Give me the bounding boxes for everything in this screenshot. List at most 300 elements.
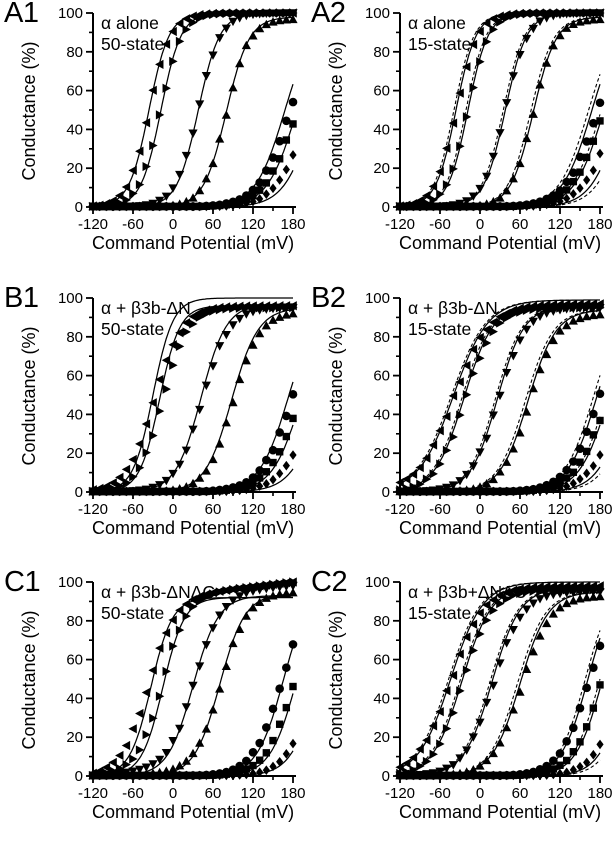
marker-triangle-up [529, 384, 538, 392]
marker-square [276, 155, 283, 162]
annotation-line1: α + β3b+ΔNΔC [408, 582, 527, 602]
y-tick-label: 60 [66, 82, 83, 100]
marker-triangle-up [509, 705, 518, 713]
marker-triangle-down [168, 184, 177, 192]
panel-b1 [0, 282, 308, 569]
marker-triangle-right [470, 646, 478, 655]
panel-label: C1 [4, 566, 41, 598]
marker-triangle-down [549, 591, 558, 599]
marker-square [596, 417, 603, 424]
panel-label: C2 [311, 566, 348, 598]
marker-triangle-right [450, 164, 458, 173]
marker-square [583, 154, 590, 161]
marker-triangle-left [429, 440, 437, 449]
marker-triangle-right [169, 361, 177, 370]
y-axis-label: Conductance (%) [326, 610, 346, 750]
marker-square [269, 459, 276, 466]
marker-triangle-right [163, 385, 171, 394]
marker-circle [562, 737, 571, 746]
annotation-line1: α + β3b-ΔN [101, 298, 191, 318]
marker-triangle-left [122, 465, 130, 474]
marker-triangle-right [463, 390, 471, 399]
marker-diamond [269, 475, 276, 485]
marker-triangle-up [215, 684, 224, 692]
marker-diamond [289, 739, 296, 749]
marker-diamond [276, 469, 283, 479]
marker-triangle-up [195, 186, 204, 194]
marker-circle [269, 704, 278, 713]
marker-triangle-right [476, 629, 484, 638]
marker-triangle-right [136, 180, 144, 189]
x-axis-label: Command Potential (mV) [399, 518, 602, 538]
annotation-line1: α alone [408, 13, 466, 33]
x-tick-label: 120 [240, 785, 266, 802]
marker-triangle-down [168, 737, 177, 745]
x-tick-label: -60 [429, 501, 451, 518]
x-tick-label: 0 [168, 216, 178, 233]
marker-square [289, 120, 296, 127]
y-axis-label: Conductance (%) [326, 326, 346, 466]
x-tick-label: 0 [475, 501, 485, 518]
marker-square [570, 178, 577, 185]
marker-triangle-right [450, 708, 458, 717]
marker-triangle-up [235, 375, 244, 383]
marker-diamond [596, 149, 603, 159]
y-tick-label: 20 [373, 160, 390, 178]
x-tick-label: 180 [587, 501, 613, 518]
x-tick-label: 0 [168, 501, 178, 518]
marker-square [570, 748, 577, 755]
marker-triangle-up [502, 186, 511, 194]
marker-diamond [269, 183, 276, 193]
marker-triangle-right [129, 189, 137, 198]
marker-triangle-up [235, 625, 244, 633]
y-axis-label: Conductance (%) [19, 41, 39, 181]
y-tick-label: 20 [66, 445, 83, 463]
panel-annotation [408, 298, 498, 340]
marker-triangle-up [509, 174, 518, 182]
panel-label: A2 [311, 0, 346, 29]
marker-diamond [276, 757, 283, 767]
marker-triangle-right [163, 667, 171, 676]
x-tick-label: 180 [587, 216, 613, 233]
marker-triangle-left [175, 19, 183, 28]
marker-circle [596, 389, 605, 398]
y-tick-label: 100 [364, 574, 390, 591]
y-tick-label: 40 [66, 121, 83, 139]
marker-triangle-up [242, 356, 251, 364]
y-tick-label: 20 [373, 445, 390, 463]
marker-triangle-right [156, 407, 164, 416]
y-tick-label: 60 [373, 82, 390, 100]
marker-triangle-down [535, 595, 544, 603]
marker-square [576, 168, 583, 175]
marker-triangle-left [135, 709, 143, 718]
marker-square [276, 448, 283, 455]
marker-triangle-down [242, 310, 251, 318]
marker-triangle-left [135, 439, 143, 448]
panel-c2 [307, 566, 615, 853]
marker-square [269, 737, 276, 744]
marker-square [583, 448, 590, 455]
marker-diamond [289, 150, 296, 160]
marker-triangle-left [162, 628, 170, 637]
marker-triangle-up [535, 80, 544, 88]
marker-triangle-up [195, 738, 204, 746]
marker-square [563, 757, 570, 764]
y-tick-label: 40 [373, 121, 390, 139]
marker-triangle-down [188, 426, 197, 434]
marker-diamond [283, 165, 290, 175]
marker-triangle-up [222, 662, 231, 670]
marker-square [576, 738, 583, 745]
marker-circle [289, 640, 298, 649]
x-tick-label: 120 [547, 216, 573, 233]
marker-triangle-down [182, 703, 191, 711]
y-tick-label: 100 [57, 5, 83, 22]
marker-triangle-down [188, 130, 197, 138]
marker-triangle-down [529, 318, 538, 326]
marker-circle [282, 663, 291, 672]
marker-diamond [590, 461, 597, 471]
marker-square [563, 186, 570, 193]
marker-triangle-up [175, 761, 184, 769]
marker-triangle-right [136, 463, 144, 472]
marker-square [583, 723, 590, 730]
marker-circle [556, 749, 565, 758]
marker-square [289, 415, 296, 422]
marker-triangle-up [228, 639, 237, 647]
x-tick-label: -120 [384, 785, 416, 802]
marker-triangle-down [482, 173, 491, 181]
marker-triangle-down [222, 25, 231, 33]
marker-circle [255, 739, 264, 748]
marker-triangle-down [202, 72, 211, 80]
x-tick-label: -60 [122, 216, 144, 233]
marker-triangle-up [202, 174, 211, 182]
marker-triangle-up [502, 457, 511, 465]
panel-b2 [307, 282, 615, 569]
marker-triangle-down [195, 100, 204, 108]
y-tick-label: 40 [373, 406, 390, 424]
marker-square [263, 179, 270, 186]
marker-triangle-left [449, 391, 457, 400]
marker-square [563, 474, 570, 481]
marker-triangle-up [208, 705, 217, 713]
x-tick-label: 180 [587, 785, 613, 802]
marker-triangle-up [248, 31, 257, 39]
marker-triangle-up [202, 466, 211, 474]
marker-diamond [576, 474, 583, 484]
marker-triangle-down [195, 662, 204, 670]
marker-triangle-left [128, 455, 136, 464]
x-tick-label: -120 [77, 216, 109, 233]
x-tick-label: 120 [240, 216, 266, 233]
y-tick-label: 0 [381, 484, 390, 501]
marker-diamond [289, 450, 296, 460]
marker-triangle-right [450, 432, 458, 441]
x-tick-label: 60 [511, 785, 529, 802]
marker-diamond [276, 175, 283, 185]
marker-diamond [570, 189, 577, 199]
marker-square [289, 683, 296, 690]
y-tick-label: 40 [66, 406, 83, 424]
x-tick-label: -60 [122, 501, 144, 518]
marker-triangle-up [549, 41, 558, 49]
marker-square [556, 762, 563, 769]
marker-triangle-down [215, 34, 224, 42]
marker-triangle-down [509, 626, 518, 634]
marker-square [276, 721, 283, 728]
marker-square [256, 187, 263, 194]
marker-triangle-right [443, 180, 451, 189]
marker-triangle-right [463, 666, 471, 675]
marker-triangle-left [128, 724, 136, 733]
marker-circle [262, 723, 271, 732]
x-tick-label: 180 [280, 216, 306, 233]
y-tick-label: 100 [364, 5, 390, 22]
marker-triangle-up [222, 418, 231, 426]
marker-triangle-up [509, 444, 518, 452]
marker-square [576, 459, 583, 466]
x-axis-label: Command Potential (mV) [399, 802, 602, 822]
annotation-line2: 15-state [408, 319, 472, 339]
marker-triangle-down [175, 725, 184, 733]
marker-diamond [283, 461, 290, 471]
marker-circle [582, 684, 591, 693]
marker-circle [289, 98, 298, 107]
marker-square [249, 762, 256, 769]
panel-c1 [0, 566, 308, 853]
marker-triangle-down [208, 51, 217, 59]
annotation-line1: α + β3b-ΔNΔC [101, 582, 216, 602]
y-tick-label: 20 [66, 160, 83, 178]
y-tick-label: 0 [74, 768, 83, 785]
marker-triangle-down [482, 699, 491, 707]
marker-square [256, 757, 263, 764]
panel-a1 [0, 0, 308, 284]
panel-label: A1 [4, 0, 39, 29]
marker-circle [289, 390, 298, 399]
x-tick-label: -60 [429, 216, 451, 233]
marker-triangle-up [208, 159, 217, 167]
y-tick-label: 60 [373, 367, 390, 385]
y-tick-label: 100 [364, 290, 390, 307]
marker-triangle-left [442, 412, 450, 421]
panel-a2 [307, 0, 615, 284]
marker-circle [576, 704, 585, 713]
marker-triangle-left [435, 707, 443, 716]
marker-square [263, 749, 270, 756]
marker-square [596, 681, 603, 688]
x-tick-label: -120 [77, 785, 109, 802]
y-tick-label: 100 [57, 574, 83, 591]
x-tick-label: -60 [429, 785, 451, 802]
marker-triangle-left [422, 736, 430, 745]
marker-circle [275, 684, 284, 693]
marker-triangle-up [555, 31, 564, 39]
y-tick-label: 40 [66, 690, 83, 708]
marker-triangle-left [122, 741, 130, 750]
marker-circle [596, 98, 605, 107]
marker-square [256, 474, 263, 481]
marker-diamond [263, 765, 270, 775]
marker-triangle-down [222, 331, 231, 339]
marker-triangle-up [222, 110, 231, 118]
y-tick-label: 0 [74, 199, 83, 216]
x-tick-label: 0 [475, 785, 485, 802]
x-tick-label: 60 [511, 501, 529, 518]
y-tick-label: 20 [66, 729, 83, 747]
x-tick-label: -60 [122, 785, 144, 802]
x-tick-label: 60 [204, 216, 222, 233]
marker-square [263, 468, 270, 475]
marker-triangle-down [215, 612, 224, 620]
marker-triangle-down [489, 153, 498, 161]
marker-circle [569, 724, 578, 733]
marker-triangle-up [235, 59, 244, 67]
marker-triangle-up [515, 687, 524, 695]
y-tick-label: 0 [74, 484, 83, 501]
marker-triangle-right [149, 431, 157, 440]
y-tick-label: 80 [66, 43, 83, 61]
annotation-line2: 15-state [408, 603, 472, 623]
marker-square [590, 138, 597, 145]
marker-triangle-down [529, 25, 538, 33]
marker-triangle-left [162, 356, 170, 365]
marker-triangle-up [228, 83, 237, 91]
marker-diamond [583, 175, 590, 185]
y-tick-label: 80 [373, 43, 390, 61]
marker-triangle-left [142, 688, 150, 697]
x-tick-label: 0 [475, 216, 485, 233]
marker-circle [596, 642, 605, 651]
x-tick-label: 120 [547, 501, 573, 518]
marker-square [596, 117, 603, 124]
y-tick-label: 80 [373, 328, 390, 346]
marker-triangle-up [515, 428, 524, 436]
marker-triangle-up [535, 365, 544, 373]
marker-diamond [596, 740, 603, 750]
marker-square [269, 167, 276, 174]
y-axis-label: Conductance (%) [326, 41, 346, 181]
marker-triangle-up [202, 724, 211, 732]
marker-triangle-down [182, 152, 191, 160]
marker-triangle-down [202, 641, 211, 649]
marker-circle [589, 663, 598, 672]
marker-triangle-down [208, 624, 217, 632]
annotation-line2: 50-state [101, 34, 165, 54]
x-tick-label: -120 [384, 216, 416, 233]
marker-triangle-right [143, 448, 151, 457]
y-tick-label: 100 [57, 290, 83, 307]
marker-diamond [576, 762, 583, 772]
marker-triangle-down [502, 99, 511, 107]
y-tick-label: 80 [66, 612, 83, 630]
x-tick-label: 180 [280, 501, 306, 518]
marker-diamond [269, 762, 276, 772]
marker-triangle-down [495, 129, 504, 137]
y-tick-label: 60 [373, 651, 390, 669]
marker-triangle-right [169, 642, 177, 651]
marker-triangle-up [522, 665, 531, 673]
marker-diamond [596, 450, 603, 460]
marker-diamond [576, 183, 583, 193]
marker-diamond [583, 469, 590, 479]
marker-diamond [263, 189, 270, 199]
panel-annotation [408, 582, 526, 624]
y-tick-label: 60 [66, 651, 83, 669]
panel-annotation [408, 13, 471, 55]
marker-triangle-left [155, 644, 163, 653]
marker-circle [249, 748, 258, 757]
annotation-line2: 50-state [101, 319, 165, 339]
marker-triangle-right [470, 369, 478, 378]
y-tick-label: 20 [373, 729, 390, 747]
y-tick-label: 80 [373, 612, 390, 630]
x-tick-label: -120 [384, 501, 416, 518]
marker-triangle-up [215, 134, 224, 142]
marker-triangle-right [476, 354, 484, 363]
x-axis-label: Command Potential (mV) [92, 233, 295, 253]
x-tick-label: 60 [204, 785, 222, 802]
marker-diamond [590, 166, 597, 176]
x-tick-label: 120 [547, 785, 573, 802]
marker-triangle-up [188, 749, 197, 757]
marker-triangle-down [469, 462, 478, 470]
marker-triangle-up [562, 321, 571, 329]
marker-triangle-right [456, 411, 464, 420]
x-tick-label: 0 [168, 785, 178, 802]
marker-triangle-up [228, 398, 237, 406]
y-axis-label: Conductance (%) [19, 610, 39, 750]
x-axis-label: Command Potential (mV) [399, 233, 602, 253]
y-tick-label: 0 [381, 768, 390, 785]
x-axis-label: Command Potential (mV) [92, 802, 295, 822]
marker-triangle-up [529, 109, 538, 117]
panel-annotation [101, 298, 191, 340]
marker-triangle-left [155, 60, 163, 69]
marker-triangle-up [288, 588, 297, 596]
marker-square [283, 433, 290, 440]
y-tick-label: 0 [381, 199, 390, 216]
marker-square [283, 704, 290, 711]
marker-triangle-down [188, 682, 197, 690]
marker-triangle-left [128, 166, 136, 175]
marker-triangle-up [208, 455, 217, 463]
y-axis-label: Conductance (%) [19, 326, 39, 466]
marker-triangle-down [175, 171, 184, 179]
x-tick-label: -120 [77, 501, 109, 518]
x-tick-label: 180 [280, 785, 306, 802]
marker-square [590, 704, 597, 711]
marker-square [283, 136, 290, 143]
panel-label: B2 [311, 282, 346, 314]
annotation-line1: α alone [101, 13, 159, 33]
panel-annotation [101, 13, 164, 55]
panel-annotation [101, 582, 215, 624]
x-tick-label: 60 [204, 501, 222, 518]
annotation-line1: α + β3b-ΔN [408, 298, 498, 318]
marker-triangle-up [522, 134, 531, 142]
y-tick-label: 60 [66, 367, 83, 385]
x-tick-label: 60 [511, 216, 529, 233]
annotation-line2: 50-state [101, 603, 165, 623]
x-tick-label: 120 [240, 501, 266, 518]
marker-triangle-up [215, 439, 224, 447]
marker-triangle-left [148, 666, 156, 675]
y-tick-label: 40 [373, 690, 390, 708]
